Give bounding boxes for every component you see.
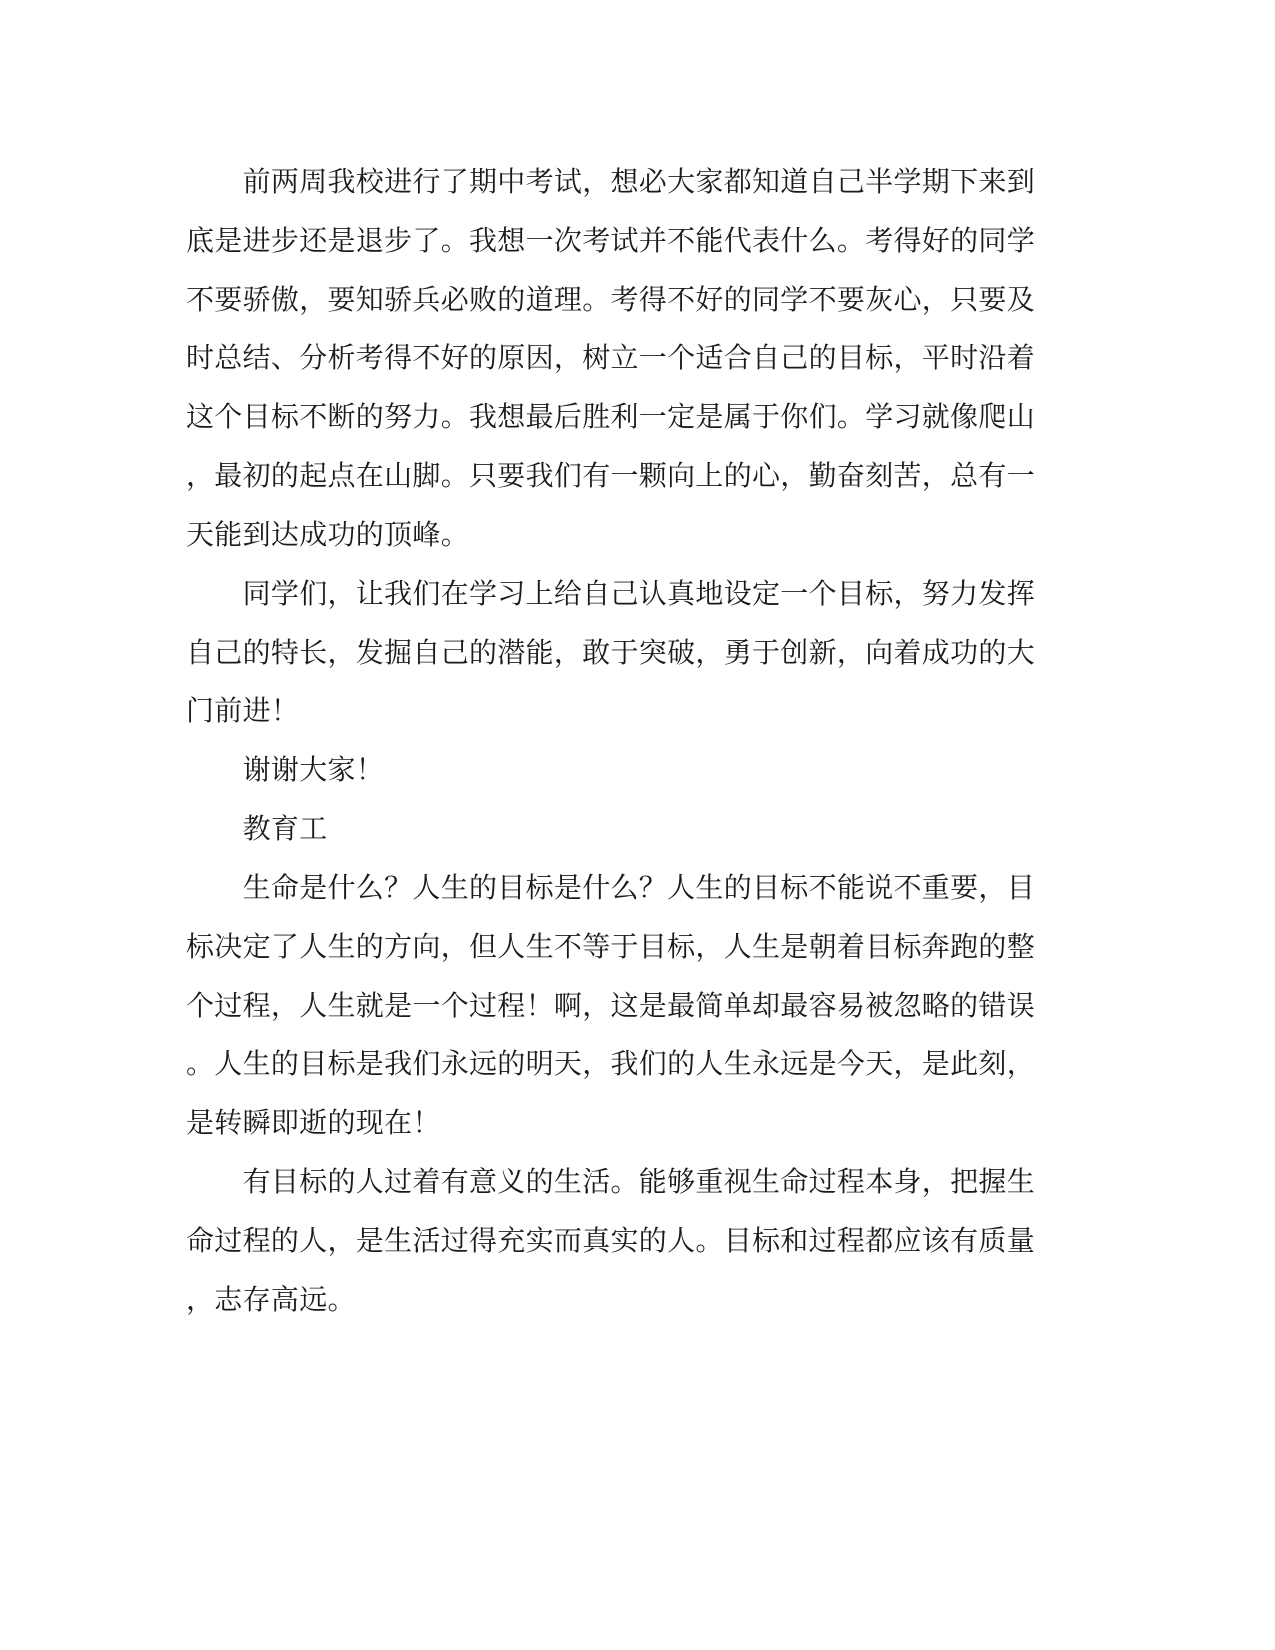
text-line: 门前进！	[186, 694, 300, 727]
text-line: 教育工	[186, 812, 328, 845]
text-line: 标决定了人生的方向，但人生不等于目标，人生是朝着目标奔跑的整	[186, 930, 1036, 963]
text-line: 有目标的人过着有意义的生活。能够重视生命过程本身，把握生	[186, 1165, 1036, 1198]
text-line: 谢谢大家！	[186, 753, 385, 786]
text-line: 天能到达成功的顶峰。	[186, 518, 470, 551]
text-line: 命过程的人，是生活过得充实而真实的人。目标和过程都应该有质量	[186, 1224, 1036, 1257]
text-line: 个过程，人生就是一个过程！啊，这是最简单却最容易被忽略的错误	[186, 989, 1036, 1022]
text-line: ，最初的起点在山脚。只要我们有一颗向上的心，勤奋刻苦，总有一	[186, 459, 1036, 492]
text-line: ，志存高远。	[186, 1283, 356, 1316]
text-line: 前两周我校进行了期中考试，想必大家都知道自己半学期下来到	[186, 165, 1036, 198]
text-line: 底是进步还是退步了。我想一次考试并不能代表什么。考得好的同学	[186, 224, 1036, 257]
text-line: 这个目标不断的努力。我想最后胜利一定是属于你们。学习就像爬山	[186, 400, 1036, 433]
text-line: 生命是什么？人生的目标是什么？人生的目标不能说不重要，目	[186, 871, 1036, 904]
text-line: 是转瞬即逝的现在！	[186, 1106, 441, 1139]
text-line: 同学们，让我们在学习上给自己认真地设定一个目标，努力发挥	[186, 577, 1036, 610]
text-line: 时总结、分析考得不好的原因，树立一个适合自己的目标，平时沿着	[186, 341, 1036, 374]
text-line: 。人生的目标是我们永远的明天，我们的人生永远是今天，是此刻，	[186, 1047, 1036, 1080]
text-line: 自己的特长，发掘自己的潜能，敢于突破，勇于创新，向着成功的大	[186, 636, 1036, 669]
text-line: 不要骄傲，要知骄兵必败的道理。考得不好的同学不要灰心，只要及	[186, 283, 1036, 316]
